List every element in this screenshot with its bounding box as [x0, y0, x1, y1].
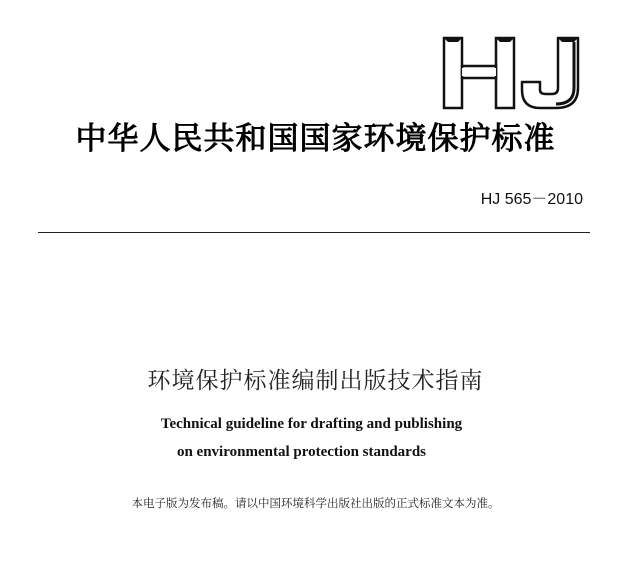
document-title-english-line1: Technical guideline for drafting and publishing [160, 416, 463, 432]
hj-logo-graphic [440, 28, 590, 113]
logo-letter-j [522, 38, 578, 108]
document-title-english-line2: on environmental protection standards [176, 444, 427, 460]
organization-title: 中华人民共和国国家环境保护标准 [75, 121, 556, 157]
document-title-chinese: 环境保护标准编制出版技术指南 [147, 368, 484, 394]
publication-notice: 本电子版为发布稿。请以中国环境科学出版社出版的正式标准文本为准。 [131, 496, 500, 510]
standard-number: HJ 565－2010 [480, 191, 583, 208]
hj-logo [440, 28, 590, 113]
header-divider [38, 232, 590, 233]
logo-letter-h [444, 38, 514, 108]
